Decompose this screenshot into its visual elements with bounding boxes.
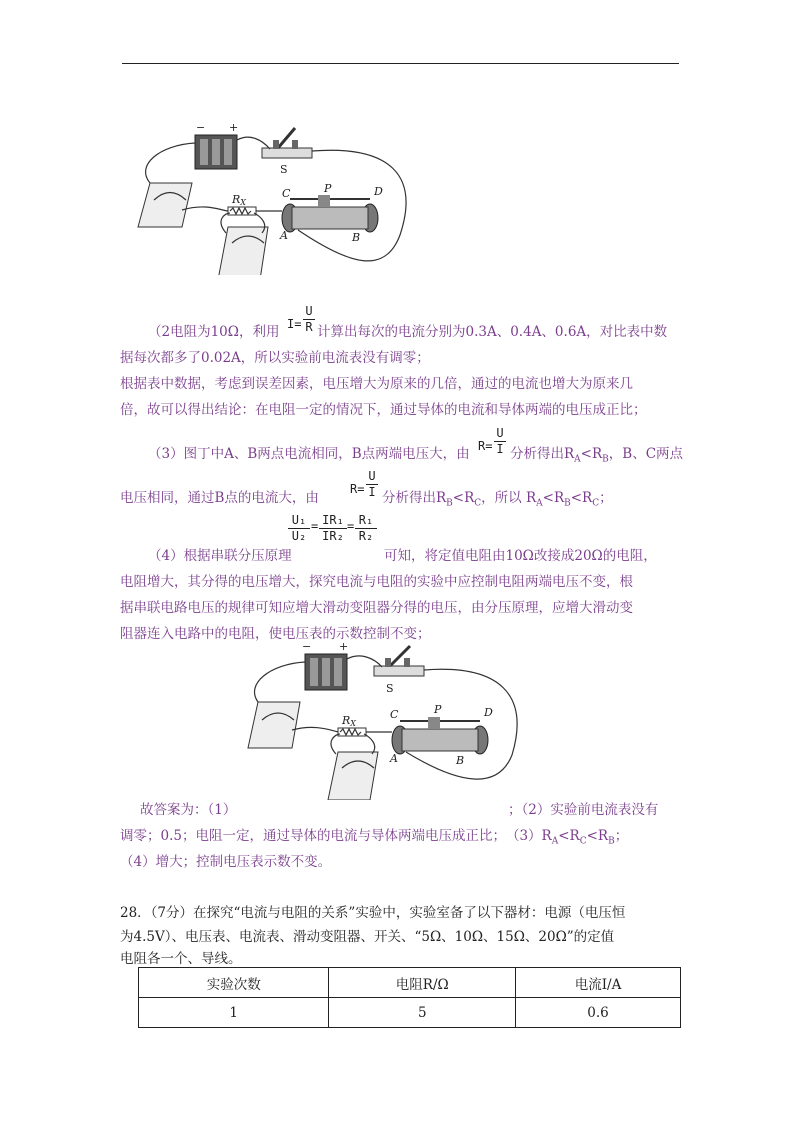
resistor-rx-icon bbox=[228, 207, 256, 215]
answer-p5-line4: 阻器连入电路中的电阻，使电压表的示数控制不变； bbox=[120, 626, 431, 642]
circuit-diagram-2 bbox=[240, 640, 540, 800]
answer-p5-line1b: 可知，将定值电阻由10Ω改接成20Ω的电阻， bbox=[384, 548, 657, 564]
point-c-label: C bbox=[282, 187, 291, 200]
battery-minus-label: − bbox=[196, 121, 206, 134]
answer-p5-line2: 电阻增大，其分得的电压增大，探究电流与电阻的实验中应控制电阻两端电压不变，根 bbox=[120, 574, 633, 590]
rx-label: RX bbox=[232, 193, 246, 207]
answer-p3-line1: 根据表中数据，考虑到误差因素，电压增大为原来的几倍，通过的电流也增大为原来几 bbox=[120, 376, 633, 392]
switch-icon bbox=[262, 128, 312, 158]
q28-line2: 为4.5V）、电压表、电流表、滑动变阻器、开关、“5Ω、10Ω、15Ω、20Ω”的定值 bbox=[120, 929, 615, 945]
table-header-cell: 电流I/A bbox=[516, 968, 681, 998]
point-p-label: P bbox=[434, 703, 442, 716]
answer-p2-line2: 据每次都多了0.02A，所以实验前电流表没有调零； bbox=[120, 350, 430, 366]
battery-icon bbox=[305, 654, 347, 690]
table-header-row bbox=[139, 968, 681, 998]
ammeter-icon bbox=[138, 183, 192, 227]
table-row bbox=[139, 998, 681, 1028]
point-d-label: D bbox=[484, 706, 493, 719]
point-b-label: B bbox=[352, 231, 361, 244]
battery-minus-label: − bbox=[302, 640, 312, 653]
battery-icon bbox=[195, 135, 237, 169]
answer-p4-line2: 电压相同，通过B点的电流大，由 bbox=[120, 490, 319, 506]
answer-p3-line2: 倍，故可以得出结论：在电阻一定的情况下，通过导体的电流和导体两端的电压成正比； bbox=[120, 402, 647, 418]
rheostat-icon bbox=[282, 195, 378, 232]
battery-plus-label: + bbox=[339, 640, 349, 653]
header-rule bbox=[122, 63, 679, 64]
ammeter-icon bbox=[248, 702, 300, 748]
formula-series-voltage-divider: U₁ U₂ = IR₁ IR₂ = R₁ R₂ bbox=[288, 514, 378, 558]
point-a-label: A bbox=[390, 752, 398, 765]
table-cell: 5 bbox=[329, 998, 516, 1028]
voltmeter-icon bbox=[218, 227, 268, 275]
answer-p2-line1b: 计算出每次的电流分别为0.3A、0.4A、0.6A，对比表中数 bbox=[317, 324, 668, 340]
point-b-label: B bbox=[456, 754, 465, 767]
answer-p4-line2b: 分析得出$R_B<R_C$，所以 $R_A<R_B<R_C$； bbox=[382, 490, 613, 509]
point-c-label: C bbox=[390, 708, 399, 721]
battery-plus-label: + bbox=[229, 121, 239, 134]
final-answer-line1: 故答案为：（1） bbox=[140, 802, 237, 818]
q28-line3: 电阻各一个、导线。 bbox=[120, 951, 242, 967]
point-d-label: D bbox=[374, 185, 383, 198]
table-cell: 0.6 bbox=[516, 998, 681, 1028]
circuit-diagram-1 bbox=[130, 115, 430, 275]
answer-p4-line1b: 分析得出$R_A<R_B$，B、C两点 bbox=[510, 446, 684, 465]
table-cell: 1 bbox=[139, 998, 329, 1028]
point-p-label: P bbox=[324, 182, 332, 195]
switch-label: S bbox=[280, 163, 288, 176]
switch-label: S bbox=[386, 682, 394, 695]
switch-icon bbox=[374, 646, 424, 676]
q28-data-table bbox=[138, 967, 681, 1028]
resistor-rx-icon bbox=[338, 728, 366, 736]
answer-p5-line1: （4）根据串联分压原理 bbox=[148, 548, 292, 564]
final-answer-line3: （4）增大；控制电压表示数不变。 bbox=[120, 854, 332, 870]
table-header-cell: 电阻R/Ω bbox=[329, 968, 516, 998]
q28-line1: 28．（7分）在探究“电流与电阻的关系”实验中，实验室备了以下器材：电源（电压恒 bbox=[120, 905, 626, 921]
answer-p5-line3: 据串联电路电压的规律可知应增大滑动变阻器分得的电压，由分压原理，应增大滑动变 bbox=[120, 600, 633, 616]
point-a-label: A bbox=[280, 229, 288, 242]
rheostat-icon bbox=[392, 717, 488, 754]
answer-p4-line1: （3）图丁中A、B两点电流相同，B点两端电压大，由 bbox=[148, 446, 470, 462]
final-answer-line2: 调零；0.5；电阻一定，通过导体的电流与导体两端电压成正比； $(3)R_A<R_C<R_B$； bbox=[120, 828, 629, 847]
rx-label: RX bbox=[342, 714, 356, 728]
table-header-cell: 实验次数 bbox=[139, 968, 329, 998]
voltmeter-icon bbox=[328, 752, 378, 800]
answer-p2-line1: （2电阻为10Ω，利用 bbox=[148, 324, 280, 340]
final-answer-line1b: ；（2）实验前电流表没有 bbox=[508, 802, 659, 818]
